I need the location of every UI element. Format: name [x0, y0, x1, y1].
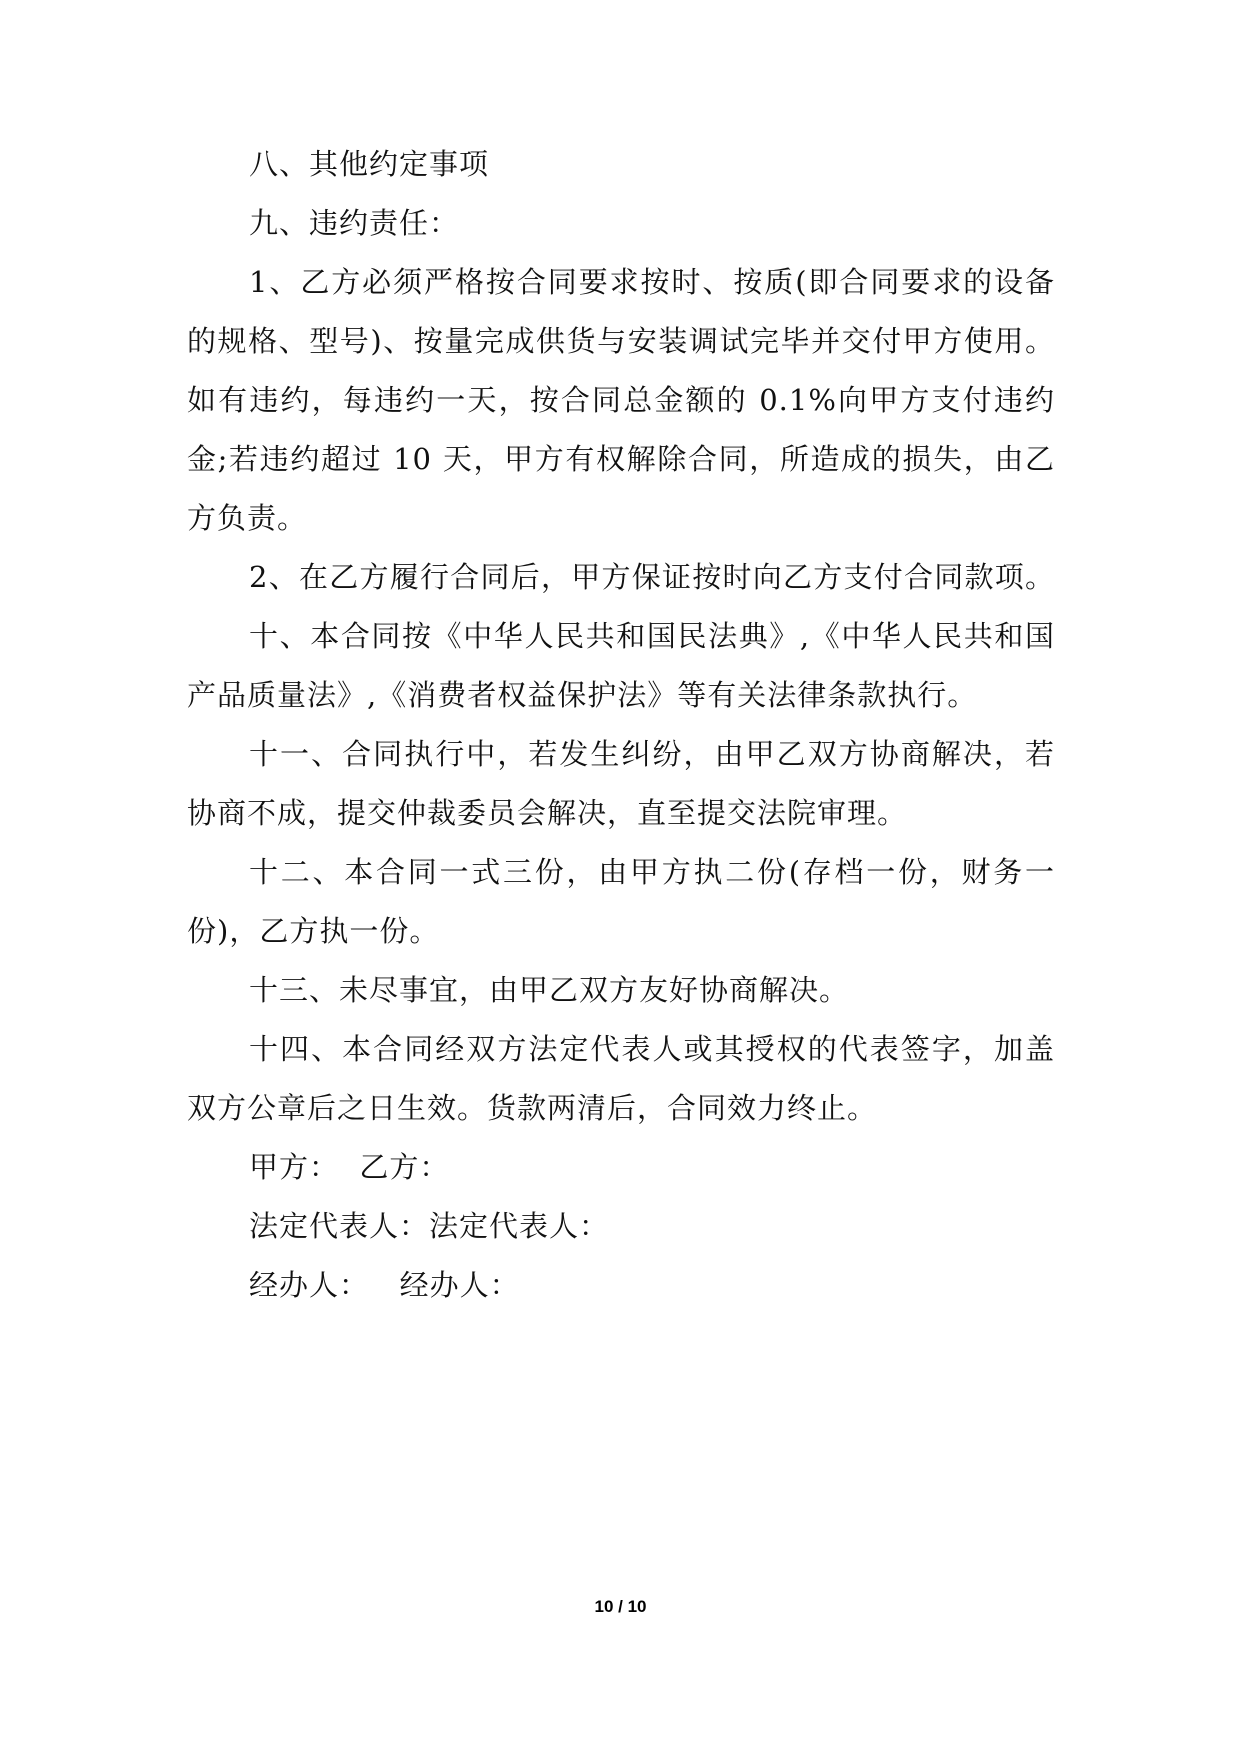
section-11-line-2: 协商不成，提交仲裁委员会解决，直至提交法院审理。 [187, 796, 908, 830]
section-10-line-1: 十、本合同按《中华人民共和国民法典》,《中华人民共和国 [249, 619, 1055, 653]
signature-party-line: 甲方： 乙方： [249, 1150, 450, 1184]
section-10-line-2: 产品质量法》,《消费者权益保护法》等有关法律条款执行。 [187, 678, 978, 712]
section-12-line-2: 份)，乙方执一份。 [187, 914, 440, 948]
clause-9-1-line-4: 金;若违约超过 10 天，甲方有权解除合同，所造成的损失，由乙 [187, 442, 1055, 476]
section-14-line-2: 双方公章后之日生效。货款两清后，合同效力终止。 [187, 1091, 878, 1125]
section-11-line-1: 十一、合同执行中，若发生纠纷，由甲乙双方协商解决，若 [249, 737, 1055, 771]
section-13: 十三、未尽事宜，由甲乙双方友好协商解决。 [249, 973, 850, 1007]
clause-9-1-line-2: 的规格、型号)、按量完成供货与安装调试完毕并交付甲方使用。 [187, 324, 1055, 358]
page-number: 10 / 10 [594, 1597, 647, 1616]
clause-9-1-line-5: 方负责。 [187, 501, 308, 535]
clause-9-1-line-3: 如有违约，每违约一天，按合同总金额的 0.1%向甲方支付违约 [187, 383, 1055, 417]
clause-9-1-line-1: 1、乙方必须严格按合同要求按时、按质(即合同要求的设备 [249, 265, 1055, 299]
signature-handler-line: 经办人： 经办人： [249, 1268, 520, 1302]
section-12-line-1: 十二、本合同一式三份，由甲方执二份(存档一份，财务一 [249, 855, 1055, 889]
section-8-heading: 八、其他约定事项 [249, 147, 490, 181]
section-9-heading: 九、违约责任： [249, 206, 460, 240]
clause-9-2: 2、在乙方履行合同后，甲方保证按时向乙方支付合同款项。 [249, 560, 1055, 594]
signature-representative-line: 法定代表人：法定代表人： [249, 1209, 610, 1243]
section-14-line-1: 十四、本合同经双方法定代表人或其授权的代表签字，加盖 [249, 1032, 1055, 1066]
